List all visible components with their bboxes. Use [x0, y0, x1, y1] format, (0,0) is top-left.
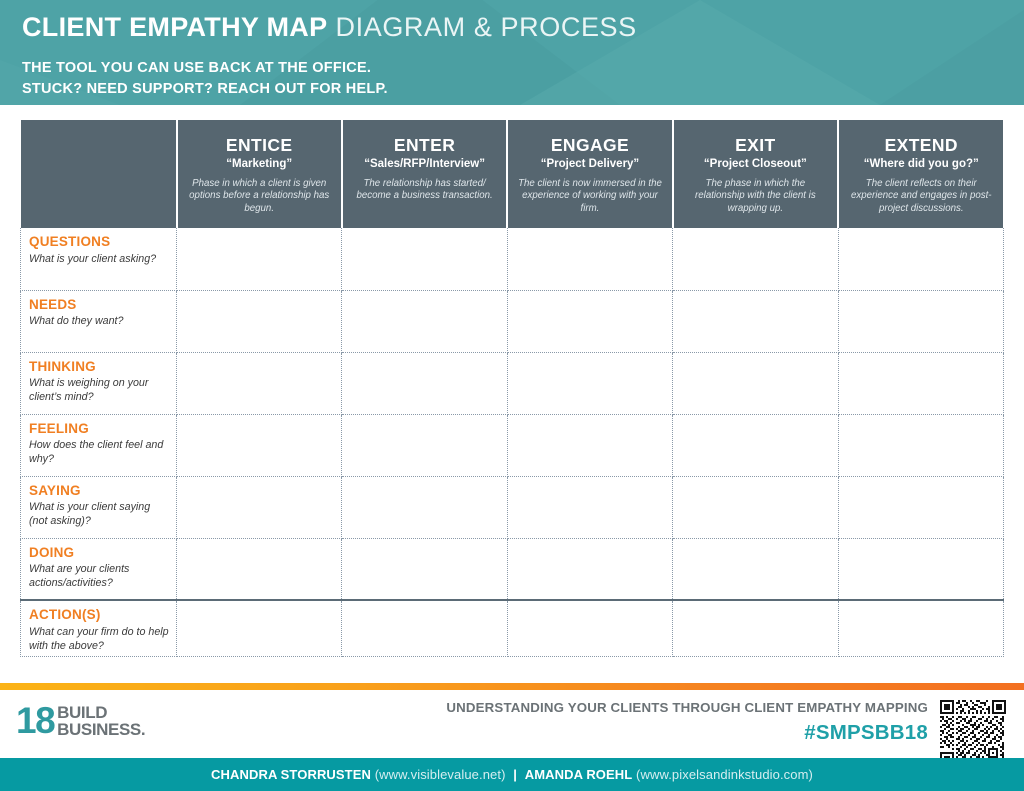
- cell-saying-enter[interactable]: [342, 476, 507, 538]
- table-row-questions: [21, 228, 1004, 290]
- cell-thinking-enter[interactable]: [342, 352, 507, 414]
- empathy-map-table-wrapper: [20, 120, 1003, 657]
- presenter-1-url[interactable]: (www.visiblevalue.net): [374, 767, 506, 782]
- cell-saying-exit[interactable]: [673, 476, 838, 538]
- cell-feeling-exit[interactable]: [673, 414, 838, 476]
- cell-actions-entice[interactable]: [177, 600, 342, 656]
- table-header: [21, 120, 1004, 228]
- cell-actions-engage[interactable]: [507, 600, 672, 656]
- row-label-question: What are your clients actions/activities?: [29, 563, 130, 590]
- logo-year-number: 18: [16, 700, 55, 741]
- phase-name: EXIT: [735, 135, 776, 155]
- page-subtitle: [22, 58, 1024, 99]
- table-row-doing: [21, 538, 1004, 600]
- row-label-name: NEEDS: [29, 296, 77, 312]
- cell-thinking-extend[interactable]: [838, 352, 1003, 414]
- row-label-thinking: [21, 352, 177, 414]
- phase-description: The phase in which the relationship with the client is wrapping up.: [695, 178, 816, 214]
- footer-text-block: [446, 700, 928, 745]
- row-label-question: What is your client asking?: [29, 252, 157, 265]
- table-corner-cell: [21, 120, 177, 228]
- footer-hashtag: #SMPSBB18: [804, 721, 928, 744]
- cell-feeling-extend[interactable]: [838, 414, 1003, 476]
- phase-name: ENTICE: [225, 135, 293, 155]
- page-subtitle-line-1: THE TOOL YOU CAN USE BACK AT THE OFFICE.: [22, 60, 372, 76]
- cell-doing-enter[interactable]: [342, 538, 507, 600]
- cell-saying-extend[interactable]: [838, 476, 1003, 538]
- row-label-question: What do they want?: [29, 315, 124, 328]
- logo-word-business: BUSINESS.: [57, 720, 146, 740]
- cell-actions-enter[interactable]: [342, 600, 507, 656]
- presenter-2-url[interactable]: (www.pixelsandinkstudio.com): [636, 767, 813, 782]
- row-label-saying: [21, 476, 177, 538]
- row-label-feeling: [21, 414, 177, 476]
- phase-name: ENTER: [393, 135, 456, 155]
- cell-feeling-engage[interactable]: [507, 414, 672, 476]
- cell-thinking-exit[interactable]: [673, 352, 838, 414]
- logo-word-build: BUILD: [57, 703, 108, 723]
- row-label-name: QUESTIONS: [29, 234, 111, 249]
- cell-needs-engage[interactable]: [507, 290, 672, 352]
- table-body: [21, 228, 1004, 656]
- phase-description: The client reflects on their experience and engages in post-project discussions.: [850, 178, 992, 214]
- phase-description: Phase in which a client is given options before a relationship has begun.: [189, 178, 330, 214]
- page-title-light: [327, 12, 335, 42]
- cell-questions-entice[interactable]: [177, 228, 342, 290]
- phase-header-entice: [177, 120, 342, 228]
- cell-thinking-engage[interactable]: [507, 352, 672, 414]
- page-subtitle-line-2: STUCK? NEED SUPPORT? REACH OUT FOR HELP.: [22, 80, 388, 97]
- cell-questions-engage[interactable]: [507, 228, 672, 290]
- phase-quote: “Marketing”: [226, 158, 293, 171]
- phase-name: ENGAGE: [550, 135, 630, 155]
- page-footer: [0, 690, 1024, 758]
- presenter-1-name: CHANDRA STORRUSTEN: [211, 767, 371, 782]
- cell-needs-entice[interactable]: [177, 290, 342, 352]
- empathy-map-table: [20, 120, 1004, 657]
- orange-gradient-divider: [0, 683, 1024, 690]
- phase-header-enter: [342, 120, 507, 228]
- row-label-name: SAYING: [29, 482, 81, 498]
- cell-doing-entice[interactable]: [177, 538, 342, 600]
- row-label-question: What is weighing on your client’s mind?: [29, 377, 149, 404]
- row-label-needs: [21, 290, 177, 352]
- page-header: [0, 0, 1024, 105]
- qr-code-icon[interactable]: [940, 700, 1006, 766]
- phase-description: The client is now immersed in the experience of working with your firm.: [518, 178, 662, 214]
- phase-quote: “Project Delivery”: [540, 158, 640, 171]
- page-title: [22, 14, 1024, 41]
- presenters-separator: |: [513, 767, 517, 782]
- table-row-actions: [21, 600, 1004, 656]
- cell-questions-extend[interactable]: [838, 228, 1003, 290]
- cell-needs-extend[interactable]: [838, 290, 1003, 352]
- build-business-logo: [16, 700, 146, 741]
- cell-needs-exit[interactable]: [673, 290, 838, 352]
- phase-header-extend: [838, 120, 1003, 228]
- cell-questions-enter[interactable]: [342, 228, 507, 290]
- row-label-name: FEELING: [29, 420, 89, 436]
- phase-quote: “Where did you go?”: [863, 158, 979, 171]
- cell-saying-entice[interactable]: [177, 476, 342, 538]
- cell-needs-enter[interactable]: [342, 290, 507, 352]
- presenter-2-name: AMANDA ROEHL: [524, 767, 633, 782]
- presenters-text: [211, 767, 813, 782]
- row-label-actions: [21, 600, 177, 656]
- cell-doing-extend[interactable]: [838, 538, 1003, 600]
- phase-description: The relationship has started/ become a business transaction.: [356, 178, 493, 202]
- row-label-question: How does the client feel and why?: [29, 439, 164, 466]
- table-header-row: [21, 120, 1004, 228]
- row-label-question: What is your client saying (not asking)?: [29, 501, 151, 528]
- table-row-needs: [21, 290, 1004, 352]
- cell-actions-exit[interactable]: [673, 600, 838, 656]
- cell-feeling-enter[interactable]: [342, 414, 507, 476]
- logo-wordmark: [57, 704, 145, 738]
- table-row-thinking: [21, 352, 1004, 414]
- footer-tagline: UNDERSTANDING YOUR CLIENTS THROUGH CLIENT EMPATHY MAPPING: [446, 700, 928, 715]
- cell-feeling-entice[interactable]: [177, 414, 342, 476]
- cell-questions-exit[interactable]: [673, 228, 838, 290]
- page-title-light-text: DIAGRAM & PROCESS: [335, 12, 637, 42]
- cell-saying-engage[interactable]: [507, 476, 672, 538]
- row-label-name: DOING: [29, 544, 75, 560]
- row-label-questions: [21, 228, 177, 290]
- table-row-feeling: [21, 414, 1004, 476]
- phase-header-engage: [507, 120, 672, 228]
- row-label-name: THINKING: [29, 358, 96, 374]
- cell-doing-engage[interactable]: [507, 538, 672, 600]
- row-label-doing: [21, 538, 177, 600]
- cell-thinking-entice[interactable]: [177, 352, 342, 414]
- row-label-question: What can your firm do to help with the above?: [29, 625, 169, 652]
- phase-quote: “Sales/RFP/Interview”: [364, 158, 485, 171]
- row-label-name: ACTION(S): [29, 607, 101, 622]
- phase-header-exit: [673, 120, 838, 228]
- phase-quote: “Project Closeout”: [703, 158, 807, 171]
- phase-name: EXTEND: [884, 135, 958, 155]
- presenters-bar: [0, 758, 1024, 791]
- cell-doing-exit[interactable]: [673, 538, 838, 600]
- page-title-bold: CLIENT EMPATHY MAP: [22, 12, 328, 42]
- cell-actions-extend[interactable]: [838, 600, 1003, 656]
- table-row-saying: [21, 476, 1004, 538]
